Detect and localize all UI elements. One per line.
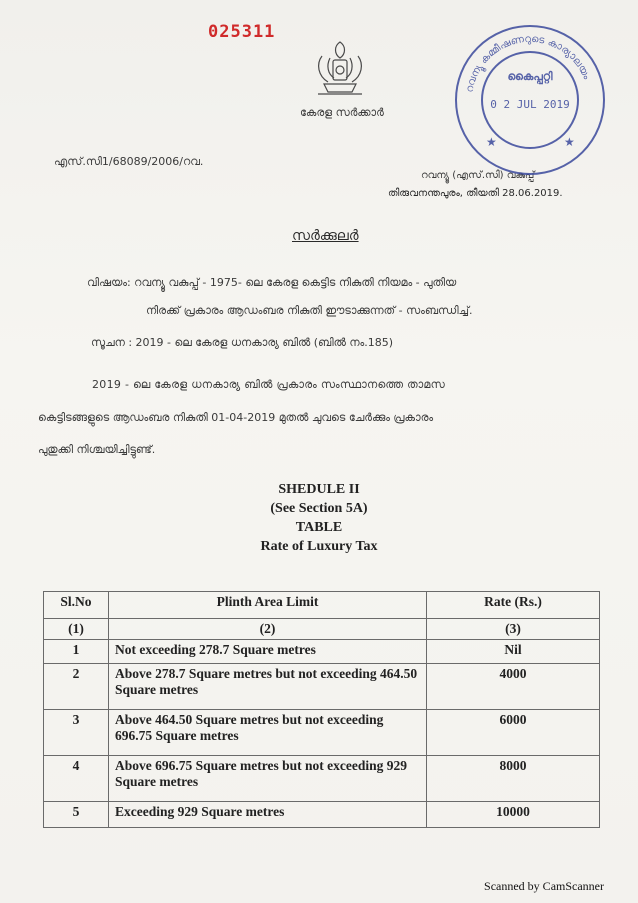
row-rate: Nil: [427, 640, 600, 664]
table-row: [44, 710, 600, 756]
row-rate: 8000: [427, 756, 600, 802]
body-line-1: 2019 - ലെ കേരള ധനകാര്യ ബിൽ പ്രകാരം സംസ്ഥാനത്തെ താമസ: [92, 378, 446, 391]
row-sl: 3: [44, 710, 109, 756]
schedule-table-label: TABLE: [295, 520, 343, 535]
schedule-title: SHEDULE II: [278, 482, 360, 497]
reference-line: സൂചന : 2019 - ലെ കേരള ധനകാര്യ ബിൽ (ബിൽ നം.185): [91, 336, 394, 349]
body-line-3: പുതുക്കി നിശ്ചയിച്ചിട്ടുണ്ട്.: [38, 443, 156, 456]
place-date: തിരുവനന്തപുരം, തീയതി 28.06.2019.: [388, 188, 563, 199]
subject-line-1: വിഷയം: റവന്യൂ വകുപ്പ് - 1975- ലെ കേരള കെട്ടിട നികുതി നിയമം - പുതിയ: [87, 276, 457, 289]
serial-number: 025311: [208, 22, 276, 42]
row-limit: Exceeding 929 Square metres: [109, 802, 427, 828]
stamp-date: 0 2 JUL 2019: [490, 98, 570, 111]
stamp-received-label: കൈപ്പറ്റി: [507, 70, 553, 83]
row-limit: Above 696.75 Square metres but not exceeding 929 Square metres: [109, 756, 427, 802]
row-rate: 6000: [427, 710, 600, 756]
state-emblem-icon: [300, 36, 380, 100]
col-number-1: (1): [44, 619, 109, 640]
row-sl: 2: [44, 664, 109, 710]
schedule-section: (See Section 5A): [270, 501, 368, 516]
reference-number: എസ്.സി1/68089/2006/റവ.: [54, 155, 204, 168]
col-number-2: (2): [109, 619, 427, 640]
row-sl: 1: [44, 640, 109, 664]
row-limit: Not exceeding 278.7 Square metres: [109, 640, 427, 664]
stamp-star-icon: ★: [486, 135, 497, 149]
table-row: [44, 664, 600, 710]
scanner-watermark: Scanned by CamScanner: [484, 879, 604, 893]
office-name: റവന്യൂ (എസ്.സി) വകുപ്പ്: [421, 170, 535, 181]
body-line-2: കെട്ടിടങ്ങളുടെ ആഡംബര നികുതി 01-04-2019 മുതൽ ചുവടെ ചേർക്കും പ്രകാരം: [38, 411, 434, 424]
circular-title: സർക്കുലർ: [292, 228, 359, 244]
table-row: [44, 640, 600, 664]
table-header-row: [44, 592, 600, 619]
stamp-ring-text: റവന്യൂ കമ്മീഷണറുടെ കാര്യാലയം: [464, 33, 592, 94]
subject-line-2: നിരക്ക് പ്രകാരം ആഡംബര നികുതി ഈടാക്കുന്നത് - സംബന്ധിച്ച്.: [146, 304, 473, 317]
received-stamp: [446, 18, 616, 176]
row-limit: Above 464.50 Square metres but not exceeding 696.75 Square metres: [109, 710, 427, 756]
table-column-number-row: [44, 619, 600, 640]
header-plinth-area: Plinth Area Limit: [109, 592, 427, 619]
table-row: [44, 802, 600, 828]
row-sl: 5: [44, 802, 109, 828]
header-sl-no: Sl.No: [44, 592, 109, 619]
government-name: കേരള സർക്കാർ: [300, 106, 384, 119]
row-rate: 10000: [427, 802, 600, 828]
stamp-star-icon: ★: [564, 135, 575, 149]
col-number-3: (3): [427, 619, 600, 640]
row-limit: Above 278.7 Square metres but not exceeding 464.50 Square metres: [109, 664, 427, 710]
schedule-subtitle: Rate of Luxury Tax: [260, 539, 378, 554]
row-rate: 4000: [427, 664, 600, 710]
header-rate: Rate (Rs.): [427, 592, 600, 619]
row-sl: 4: [44, 756, 109, 802]
luxury-tax-table: [43, 591, 600, 828]
table-row: [44, 756, 600, 802]
